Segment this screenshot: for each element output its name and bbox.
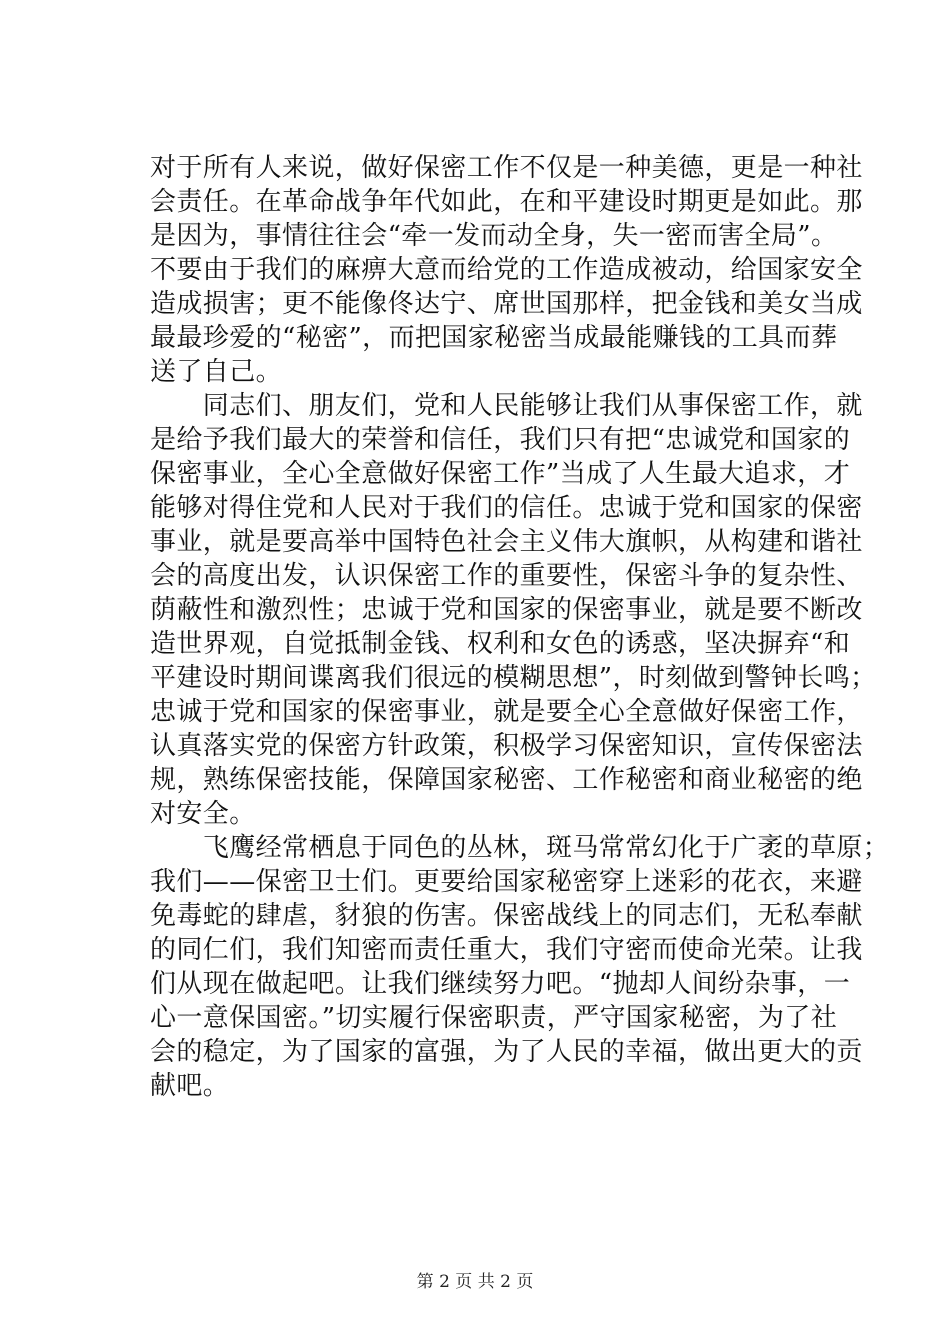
- page-number-footer: 第 2 页 共 2 页: [416, 1272, 534, 1292]
- text-line: 是给予我们最大的荣誉和信任，我们只有把“忠诚党和国家的: [150, 425, 851, 455]
- text-line: 送了自己。: [150, 357, 283, 387]
- text-line: 造成损害；更不能像佟达宁、席世国那样，把金钱和美女当成: [150, 289, 863, 319]
- text-line: 造世界观，自觉抵制金钱、权利和女色的诱惑，坚决摒弃“和: [150, 629, 851, 659]
- text-line: 同志们、朋友们，党和人民能够让我们从事保密工作，就: [150, 391, 863, 421]
- text-line: 我们——保密卫士们。更要给国家秘密穿上迷彩的花衣，来避: [150, 867, 863, 897]
- text-line: 免毒蛇的肆虐，豺狼的伤害。保密战线上的同志们，无私奉献: [150, 901, 863, 931]
- text-line: 对于所有人来说，做好保密工作不仅是一种美德，更是一种社: [150, 153, 863, 183]
- text-line: 认真落实党的保密方针政策，积极学习保密知识，宣传保密法: [150, 731, 863, 761]
- body-text: [150, 151, 890, 1103]
- text-line: 对安全。: [150, 799, 256, 829]
- text-line: 荫蔽性和激烈性；忠诚于党和国家的保密事业，就是要不断改: [150, 595, 863, 625]
- text-line: 不要由于我们的麻痹大意而给党的工作造成被动，给国家安全: [150, 255, 863, 285]
- text-line: 的同仁们，我们知密而责任重大，我们守密而使命光荣。让我: [150, 935, 863, 965]
- text-line: 会责任。在革命战争年代如此，在和平建设时期更是如此。那: [150, 187, 863, 217]
- text-line: 最最珍爱的“秘密”，而把国家秘密当成最能赚钱的工具而葬: [150, 323, 838, 353]
- text-line: 平建设时期间谍离我们很远的模糊思想”，时刻做到警钟长鸣；: [150, 663, 877, 693]
- text-line: 献吧。: [150, 1071, 230, 1101]
- text-line: 能够对得住党和人民对于我们的信任。忠诚于党和国家的保密: [150, 493, 863, 523]
- text-line: 会的稳定，为了国家的富强，为了人民的幸福，做出更大的贡: [150, 1037, 863, 1067]
- text-line: 忠诚于党和国家的保密事业，就是要全心全意做好保密工作，: [150, 697, 863, 727]
- text-line: 是因为，事情往往会“牵一发而动全身，失一密而害全局”。: [150, 221, 838, 251]
- text-line: 保密事业，全心全意做好保密工作”当成了人生最大追求，才: [150, 459, 851, 489]
- text-line: 会的高度出发，认识保密工作的重要性，保密斗争的复杂性、: [150, 561, 863, 591]
- text-line: 规，熟练保密技能，保障国家秘密、工作秘密和商业秘密的绝: [150, 765, 863, 795]
- text-line: 飞鹰经常栖息于同色的丛林，斑马常常幻化于广袤的草原；: [150, 833, 890, 863]
- text-line: 事业，就是要高举中国特色社会主义伟大旗帜，从构建和谐社: [150, 527, 863, 557]
- text-line: 心一意保国密。”切实履行保密职责，严守国家秘密，为了社: [150, 1003, 838, 1033]
- text-line: 们从现在做起吧。让我们继续努力吧。“抛却人间纷杂事，一: [150, 969, 851, 999]
